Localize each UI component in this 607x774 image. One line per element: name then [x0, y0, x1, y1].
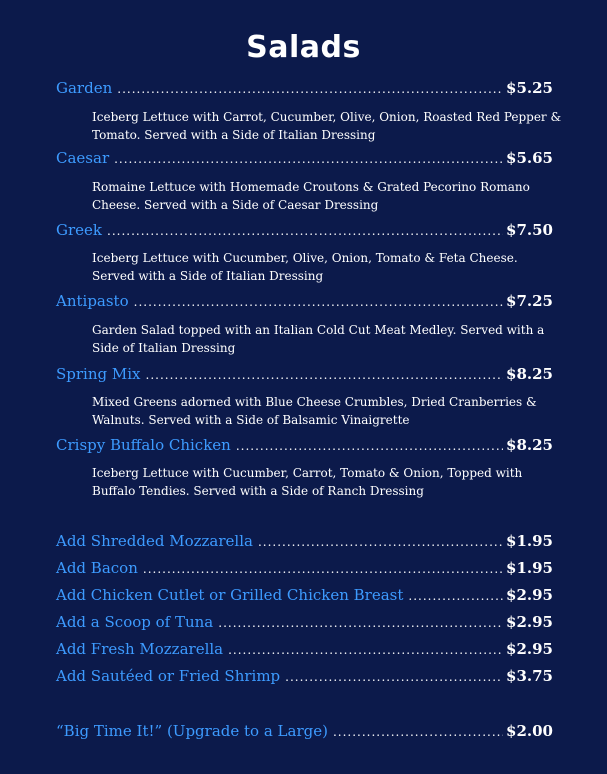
addon-shrimp: [56, 666, 553, 686]
page-title: Salads: [246, 30, 361, 65]
menu-item-greek: [56, 220, 553, 240]
addon-bacon: [56, 558, 553, 578]
addon-price: $2.95: [506, 586, 553, 604]
item-price: $5.65: [506, 149, 553, 167]
dot-leader: [333, 722, 503, 742]
item-name: Caesar: [56, 149, 110, 167]
dot-leader: [117, 79, 503, 99]
item-price: $8.25: [506, 436, 553, 454]
item-description: Iceberg Lettuce with Cucumber, Olive, Onion, Tomato & Feta Cheese. Served with a Side of Italian Dressing: [92, 251, 518, 283]
item-name: Garden: [56, 79, 113, 97]
dot-leader: [143, 559, 503, 579]
item-price: $7.25: [506, 292, 553, 310]
dot-leader: [258, 532, 503, 552]
dot-leader: [228, 640, 503, 660]
menu-item-garden: [56, 78, 553, 98]
item-description: Iceberg Lettuce with Carrot, Cucumber, Olive, Onion, Roasted Red Pepper & Tomato. Served with a Side of Italian Dressing: [92, 110, 562, 142]
addon-name: Add Fresh Mozzarella: [56, 640, 224, 658]
dot-leader: [134, 292, 503, 312]
addon-price: $3.75: [506, 667, 553, 685]
addon-name: Add Bacon: [56, 559, 138, 577]
menu-item-antipasto: [56, 291, 553, 311]
item-price: $8.25: [506, 365, 553, 383]
menu-item-caesar: [56, 148, 553, 168]
dot-leader: [218, 613, 503, 633]
item-description: Romaine Lettuce with Homemade Croutons & Grated Pecorino Romano Cheese. Served with a Side of Caesar Dressing: [92, 180, 530, 212]
item-name: Spring Mix: [56, 365, 141, 383]
addon-tuna: [56, 612, 553, 632]
upgrade-price: $2.00: [506, 722, 553, 740]
item-description: Garden Salad topped with an Italian Cold Cut Meat Medley. Served with a Side of Italian Dressing: [92, 323, 545, 355]
dot-leader: [408, 586, 503, 606]
dot-leader: [236, 436, 503, 456]
dot-leader: [285, 667, 503, 687]
item-description: Iceberg Lettuce with Cucumber, Carrot, Tomato & Onion, Topped with Buffalo Tendies. Served with a Side of Ranch Dressing: [92, 466, 523, 498]
item-name: Greek: [56, 221, 102, 239]
addon-name: Add Chicken Cutlet or Grilled Chicken Breast: [56, 586, 404, 604]
addon-price: $2.95: [506, 613, 553, 631]
addon-price: $2.95: [506, 640, 553, 658]
addon-name: Add a Scoop of Tuna: [56, 613, 214, 631]
addon-fresh-mozzarella: [56, 639, 553, 659]
menu-item-spring-mix: [56, 364, 553, 384]
addon-name: Add Sautéed or Fried Shrimp: [56, 667, 281, 685]
addon-price: $1.95: [506, 532, 553, 550]
item-price: $7.50: [506, 221, 553, 239]
upgrade-large: [56, 721, 553, 741]
dot-leader: [107, 221, 503, 241]
menu-item-crispy-buffalo-chicken: [56, 435, 553, 455]
dot-leader: [146, 365, 504, 385]
upgrade-name: “Big Time It!” (Upgrade to a Large): [56, 722, 328, 740]
addon-price: $1.95: [506, 559, 553, 577]
item-name: Crispy Buffalo Chicken: [56, 436, 231, 454]
item-description: Mixed Greens adorned with Blue Cheese Crumbles, Dried Cranberries & Walnuts. Served with a Side of Balsamic Vinaigrette: [92, 395, 537, 427]
dot-leader: [114, 149, 503, 169]
addon-name: Add Shredded Mozzarella: [56, 532, 253, 550]
item-price: $5.25: [506, 79, 553, 97]
addon-chicken: [56, 585, 553, 605]
item-name: Antipasto: [56, 292, 129, 310]
addon-shredded-mozzarella: [56, 531, 553, 551]
